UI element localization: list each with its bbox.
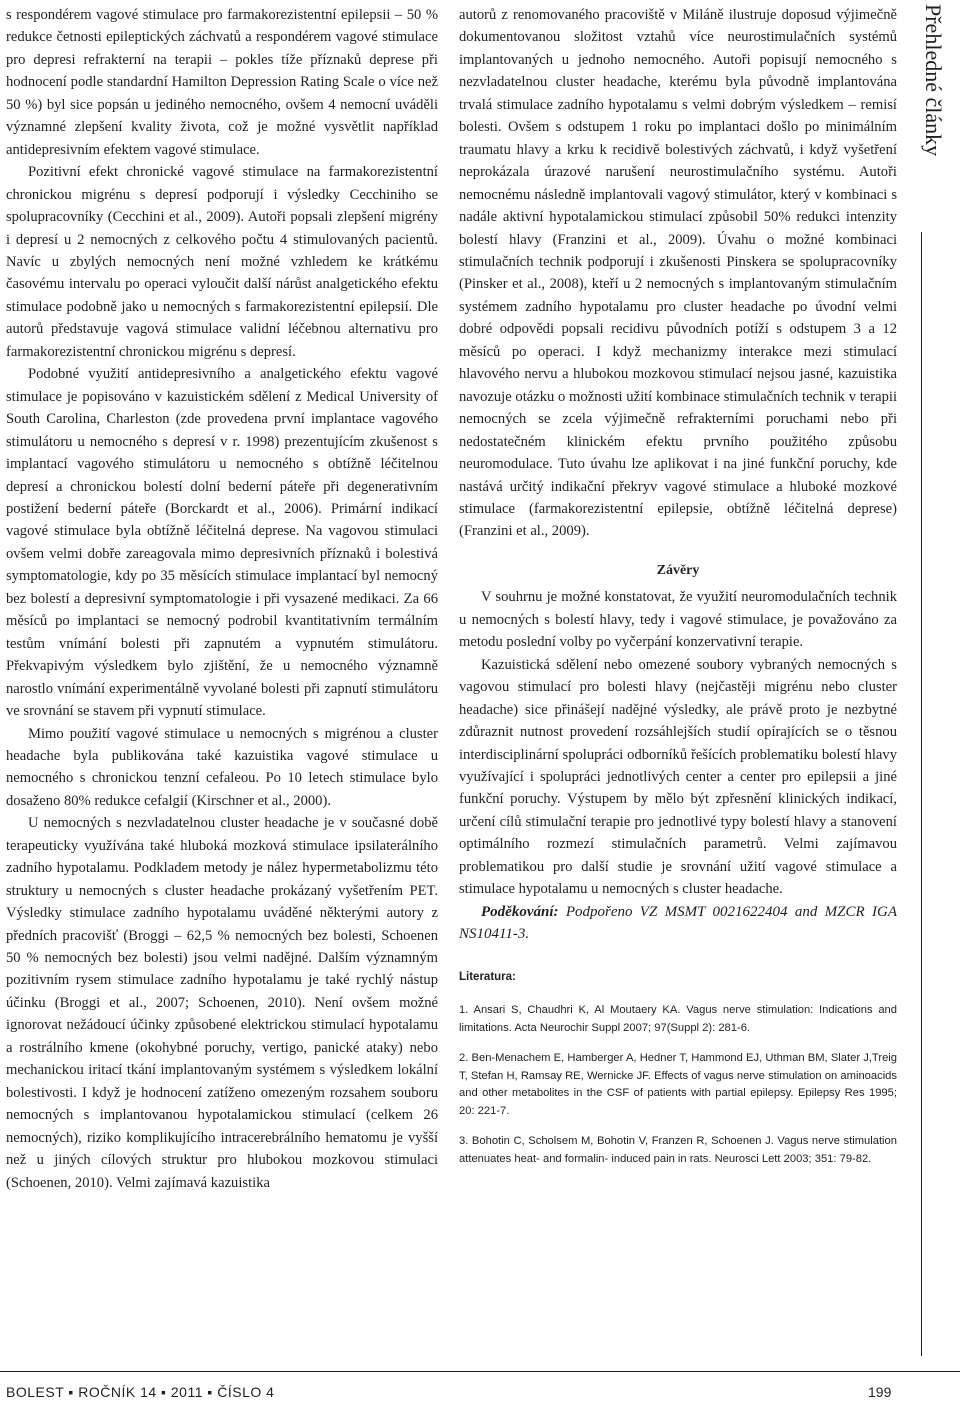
paragraph: U nemocných s nezvladatelnou cluster headache je v současné době terapeuticky využívána také hluboká mozková stimulace ipsilaterálního zadního hypotalamu. Podkladem metody je nález hypermetabolizmu této struktury u nemocných s cluster headache prokázaný vyšetřením PET. Výsledky stimulace zadního hypotalamu uváděné některými autory z předních pracovišť (Broggi – 62,5 % nemocných bez bolesti, Schoenen 50 % nemocných bez bolesti) jsou velmi nadějné. Dalším významným pozitivním rysem stimulace zadního hypotalamu je také rychlý nástup účinku (Broggi et al., 2007; Schoenen, 2010). Není ovšem možné ignorovat nežádoucí účinky způsobené elektrickou stimulací hypotalamu a rostrálního kmene (okohybné poruchy, vertigo, panické ataky) nebo mechanickou iritací tkání implantovaným systémem s výsledkem lokální bolestivosti. I když je hodnocení zatíženo omezeným rozsahem souboru nemocných s implantovanou hypotalamickou stimulací (celkem 26 nemocných), riziko komplikujícího intracerebrálního hematomu je vyšší než u jiných cílových struktur pro hlubokou mozkovou stimulaci (Schoenen, 2010). Velmi zajímavá kazuistika bbox=[6, 815, 438, 1191]
section-label-text: Přehledné články bbox=[921, 4, 946, 157]
page-number: 199 bbox=[868, 1384, 892, 1400]
acknowledgement bbox=[459, 901, 897, 945]
paragraph: autorů z renomovaného pracoviště v Miláně ilustruje doposud výjimečně dokumentovanou složitost vztahů více neurostimulačních systémů implantovaných u jednoho nemocného. Autoři popisují nemocného s nezvladatelnou cluster headache, kterému byla původně implantována trvalá stimulace zadního hypotalamu s velmi dobrým výsledkem – remisí bolesti. Ovšem s odstupem 1 roku po implantaci došlo po minimálním traumatu hlavy a krku k recidivě bolestivých záchvatů, i když vyšetření neprokázala úrazové narušení neurostimulačního systému. Autoři nemocnému následně implantovali vagový stimulátor, který v kombinaci s nadále aktivní hypotalamickou stimulací způsobil 50% redukci intenzity bolestí hlavy (Franzini et al., 2009). Úvahu o možné kombinaci stimulačních technik podporují i zkušenosti Pinskera se spolupracovníky (Pinsker et al., 2008), kteří u 2 nemocných s implantovaným stimulačním systémem zadního hypotalamu pro cluster headache po úvodní velmi dobré odpovědi popsali recidivu původních potíží s odstupem 3 a 12 měsíců po operaci. I když mechanizmy interakce mezi stimulací hlavového nervu a hlubokou mozkovou stimulací nejsou jasné, kazuistika navozuje otázku o možnosti užití kombinace stimulačních technik v terapii nemocných se zcela výjimečně refrakterními poruchami nebo při nedostatečném klinickém efektu prvního použitého způsobu neuromodulace. Tuto úvahu lze aplikovat i na jiné funkční poruchy, kde nastává určitý indikační překryv vagové stimulace a hluboké mozkové stimulace (farmakorezistentní epilepsie, obtížně léčitelná deprese) (Franzini et al., 2009). bbox=[459, 7, 897, 540]
paragraph: Mimo použití vagové stimulace u nemocných s migrénou a cluster headache byla publikována také kazuistika vagové stimulace u nemocného s chronickou tenzní cefaleou. Po 10 letech stimulace bylo dosaženo 80% redukce cefalgií (Kirschner et al., 2000). bbox=[6, 725, 438, 809]
reference-item: 3. Bohotin C, Scholsem M, Bohotin V, Franzen R, Schoenen J. Vagus nerve stimulation attenuates heat- and formalin- induced pain in rats. Neurosci Lett 2003; 351: 79-82. bbox=[459, 1135, 897, 1165]
paragraph: V souhrnu je možné konstatovat, že využití neuromodulačních technik u nemocných s bolestí hlavy, tedy i vagové stimulace, je považováno za metodu poslední volby po vyčerpání konzervativní terapie. bbox=[459, 589, 897, 651]
paragraph: Pozitivní efekt chronické vagové stimulace na farmakorezistentní chronickou migrénu s depresí podporují i výsledky Cecchiniho se spolupracovníky (Cecchini et al., 2009). Autoři popsali zlepšení migrény i depresí u 2 nemocných z celkového počtu 4 stimulovaných pacientů. Navíc u zbylých nemocných není možné vzhledem ke krátkému časovému intervalu po operaci vyloučit další nárůst analgetického efektu stimulace podobně jako u nemocných s farmakorezistentní epilepsií. Dle autorů představuje vagová stimulace validní léčebnou alternativu pro farmakorezistentní chronickou migrénu s depresí. bbox=[6, 164, 438, 360]
paragraph: Podobné využití antidepresivního a analgetického efektu vagové stimulace je popisováno v kazuistickém sdělení z Medical University of South Carolina, Charleston (zde provedena první implantace vagového stimulátoru u nemocného s depresí v r. 1998) prezentujícím zkušenost s implantací vagového stimulátoru u nemocného s obtížně léčitelnou depresí a chronickou bolestí dolní bederní páteře při degenerativním postižení bederní páteře (Borckardt et al., 2006). Primární indikací vagové stimulace byla obtížně léčitelná deprese. Na vagovou stimulaci ovšem velmi dobře zareagovala mimo depresivních příznaků i bolestivá symptomatologie, kdy po 35 měsících stimulace implantací byl nemocný bez bolestí a depresivní symptomatologie i při vysazené medikaci. Za 66 měsíců po implantaci se nemocný podrobil kvantitativním termálním testům vnímání bolesti při zapnutém a vypnutém stimulátoru. Překvapivým výsledkem bylo zjištění, že u nemocného významně narostlo vnímání experimentálně vyvolané bolesti při zapnutí stimulátoru ve srovnání se stavem při vypnutí stimulace. bbox=[6, 366, 438, 720]
left-text-column bbox=[6, 4, 438, 1194]
acknowledgement-text: Podpořeno VZ MSMT 0021622404 and MZCR IGA NS10411-3. bbox=[459, 903, 897, 942]
conclusions-heading: Závěry bbox=[656, 562, 700, 578]
footer-divider bbox=[0, 1371, 960, 1372]
journal-footer: BOLEST ▪ ROČNÍK 14 ▪ 2011 ▪ ČÍSLO 4 bbox=[6, 1384, 275, 1400]
reference-item: 2. Ben-Menachem E, Hamberger A, Hedner T, Hammond EJ, Uthman BM, Slater J,Treig T, Stefan H, Ramsay RE, Wernicke JF. Effects of vagus nerve stimulation on aminoacids and other metabolites in the CSF of patients with partial epilepsy. Epilepsy Res 1995; 20: 221-7. bbox=[459, 1052, 897, 1117]
section-label bbox=[918, 4, 954, 224]
reference-item: 1. Ansari S, Chaudhri K, Al Moutaery KA. Vagus nerve stimulation: Indications and limitations. Acta Neurochir Suppl 2007; 97(Suppl 2): 281-6. bbox=[459, 1004, 897, 1034]
literature-title: Literatura: bbox=[459, 970, 516, 983]
section-divider bbox=[921, 232, 922, 1356]
paragraph: s respondérem vagové stimulace pro farmakorezistentní epilepsii – 50 % redukce četnosti epileptických záchvatů a respondérem vagové stimulace pro depresi refrakterní na terapii – pokles tíže příznaků deprese při hodnocení podle standardní Hamilton Depression Rating Scale o více než 50 %) byl sice popsán u jediného nemocného, ovšem 4 nemocní uváděli významné zlepšení kvality života, což je možné vysvětlit například antidepresivním efektem vagové stimulace. bbox=[6, 7, 438, 158]
paragraph: Kazuistická sdělení nebo omezené soubory vybraných nemocných s vagovou stimulací pro bolesti hlavy (nejčastěji migrénu nebo cluster headache) sice přinášejí nadějné výsledky, ale právě proto je nezbytné zdůraznit nutnost provedení rozsáhlejších studií opírajících se o těsnou interdisciplinární spolupráci odborníků řešících problematiku bolestí hlavy využívající i spolupráci jednotlivých center a center pro epilepsii a jiné funkční poruchy. Výstupem by mělo být zpřesnění klinických indikací, určení cílů stimulační terapie pro jednotlivé typy bolestí hlavy a stanovení optimálního rozmezí stimulačních parametrů. Velmi zajímavou problematikou pro další studie je srovnání užití vagové stimulace a stimulace hypotalamu u nemocných s cluster headache. bbox=[459, 656, 897, 898]
right-text-column bbox=[459, 4, 897, 1181]
acknowledgement-label: Poděkování: bbox=[481, 903, 559, 920]
